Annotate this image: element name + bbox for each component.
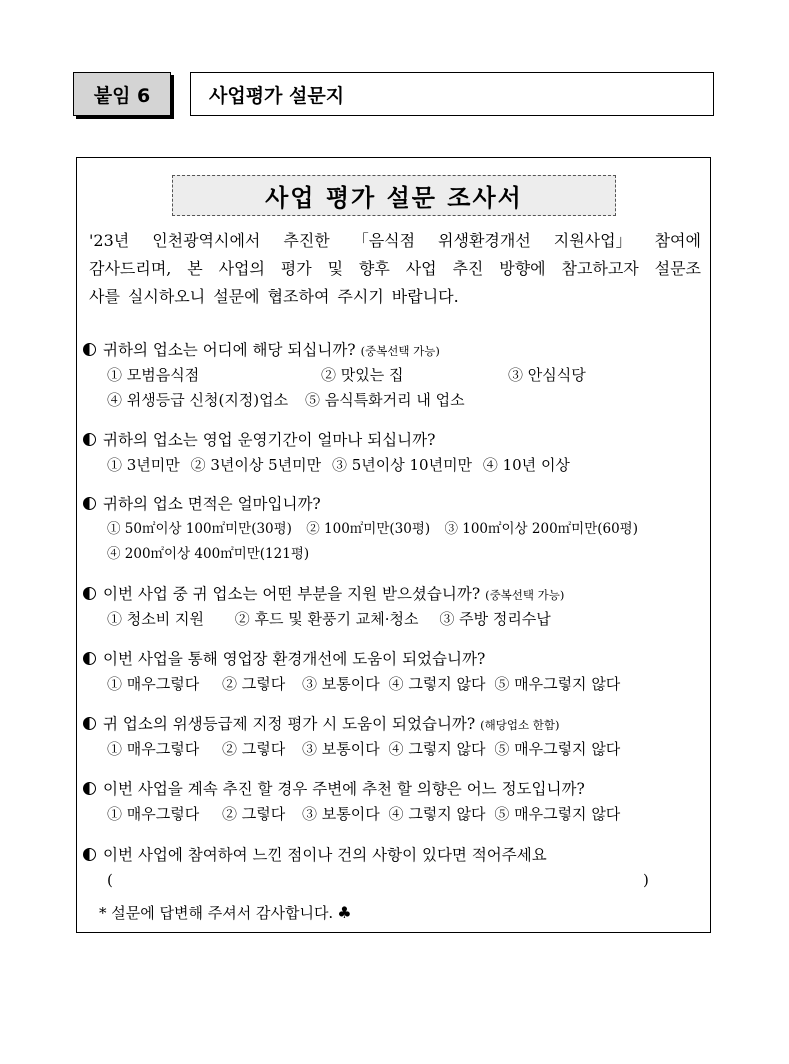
intro-word: 감사드리며, [89, 259, 172, 278]
option[interactable]: ② 그렇다 [222, 675, 286, 693]
option[interactable]: ③ 보통이다 [302, 805, 380, 823]
option[interactable]: ② 그렇다 [222, 805, 286, 823]
answer-close-paren: ) [643, 871, 649, 889]
option[interactable]: ④ 200㎡이상 400㎡미만(121평) [107, 546, 310, 562]
intro-word: 지원사업」 [553, 231, 632, 250]
question-note: (중복선택 가능) [485, 588, 565, 602]
half-circle-bullet-icon [83, 497, 96, 510]
option[interactable]: ④ 그렇지 않다 [388, 805, 486, 823]
question-1 [83, 338, 705, 413]
question-text: 귀하의 업소 면적은 얼마입니까? [103, 495, 321, 513]
option-row [83, 363, 705, 388]
intro-word: 실시하오니 [127, 287, 206, 306]
half-circle-bullet-icon [83, 717, 96, 730]
intro-word: '23년 [89, 231, 130, 250]
intro-word: 바랍니다. [391, 287, 459, 306]
option[interactable]: ⑤ 음식특화거리 내 업소 [304, 391, 465, 409]
intro-word: 평가 [280, 259, 312, 278]
option[interactable]: ③ 안심식당 [508, 366, 586, 384]
question-text: 이번 사업에 참여하여 느낀 점이나 건의 사항이 있다면 적어주세요 [103, 846, 547, 864]
intro-line [89, 255, 701, 283]
intro-word: 협조하여 [267, 287, 330, 306]
clover-icon: ♣ [337, 903, 352, 922]
half-circle-bullet-icon [83, 433, 96, 446]
intro-word: 사업의 [218, 259, 265, 278]
option[interactable]: ⑤ 매우그렇지 않다 [494, 805, 621, 823]
question-2 [83, 428, 705, 478]
option[interactable]: ② 그렇다 [222, 740, 286, 758]
closing-text: * 설문에 답변해 주셔서 감사합니다. [99, 904, 334, 922]
option[interactable]: ① 모범음식점 [107, 366, 200, 384]
intro-word: 「음식점 [352, 231, 416, 250]
attachment-label: 붙임 6 [73, 72, 171, 116]
option[interactable]: ④ 위생등급 신청(지정)업소 [107, 391, 289, 409]
option-row [83, 453, 705, 478]
intro-word: 사를 [89, 287, 120, 306]
intro-word: 주시기 [337, 287, 384, 306]
option-row [83, 802, 705, 827]
half-circle-bullet-icon [83, 848, 96, 861]
question-note: (해당업소 한함) [480, 718, 560, 732]
option-row [83, 737, 705, 762]
option[interactable]: ② 후드 및 환풍기 교체·청소 [234, 610, 419, 628]
option[interactable]: ② 100㎡미만(30평) [306, 521, 431, 537]
option[interactable]: ① 매우그렇다 [107, 740, 200, 758]
option[interactable]: ① 50㎡이상 100㎡미만(30평) [107, 521, 292, 537]
option[interactable]: ② 맛있는 집 [321, 366, 404, 384]
half-circle-bullet-icon [83, 782, 96, 795]
intro-word: 참고하고자 [561, 259, 639, 278]
intro-word: 인천광역시에서 [152, 231, 261, 250]
question-6 [83, 712, 705, 762]
answer-field[interactable] [83, 868, 705, 893]
option[interactable]: ③ 100㎡이상 200㎡미만(60평) [444, 521, 638, 537]
question-text: 귀하의 업소는 어디에 해당 되십니까? [103, 341, 356, 359]
survey-frame [76, 157, 711, 933]
intro-word: 사업 [405, 259, 437, 278]
intro-line [89, 227, 701, 255]
attachment-title: 사업평가 설문지 [190, 72, 714, 116]
question-3 [83, 492, 705, 567]
option-row [83, 672, 705, 697]
option[interactable]: ③ 보통이다 [302, 740, 380, 758]
intro-line [89, 283, 701, 311]
option[interactable]: ① 매우그렇다 [107, 675, 200, 693]
intro-word: 향후 [358, 259, 390, 278]
question-text: 귀하의 업소는 영업 운영기간이 얼마나 되십니까? [103, 431, 436, 449]
option[interactable]: ③ 5년이상 10년미만 [331, 456, 473, 474]
question-text: 귀 업소의 위생등급제 지정 평가 시 도움이 되었습니까? [103, 715, 476, 733]
half-circle-bullet-icon [83, 343, 96, 356]
intro-word: 위생환경개선 [438, 231, 531, 250]
intro-word: 참여에 [654, 231, 701, 250]
survey-intro [89, 227, 701, 311]
intro-word: 추진 [452, 259, 484, 278]
closing-message [99, 902, 352, 923]
question-5 [83, 647, 705, 697]
option-row [83, 607, 705, 632]
question-8 [83, 843, 705, 893]
option[interactable]: ② 3년이상 5년미만 [190, 456, 322, 474]
question-text: 이번 사업을 계속 추진 할 경우 주변에 추천 할 의향은 어느 정도입니까? [103, 780, 585, 798]
option-row [83, 542, 705, 567]
option[interactable]: ④ 그렇지 않다 [388, 740, 486, 758]
question-7 [83, 777, 705, 827]
option[interactable]: ③ 보통이다 [302, 675, 380, 693]
question-4 [83, 582, 705, 632]
intro-word: 본 [187, 259, 203, 278]
intro-word: 및 [327, 259, 344, 278]
question-text: 이번 사업을 통해 영업장 환경개선에 도움이 되었습니까? [103, 650, 486, 668]
option[interactable]: ⑤ 매우그렇지 않다 [494, 740, 621, 758]
question-text: 이번 사업 중 귀 업소는 어떤 부분을 지원 받으셨습니까? [103, 585, 481, 603]
intro-word: 추진한 [283, 231, 330, 250]
half-circle-bullet-icon [83, 587, 96, 600]
answer-open-paren: ( [107, 871, 113, 889]
intro-word: 설문에 [213, 287, 260, 306]
option[interactable]: ④ 10년 이상 [482, 456, 570, 474]
option[interactable]: ① 매우그렇다 [107, 805, 200, 823]
option[interactable]: ③ 주방 정리수납 [439, 610, 551, 628]
intro-word: 설문조 [654, 259, 701, 278]
option[interactable]: ④ 그렇지 않다 [388, 675, 486, 693]
option-row [83, 517, 705, 542]
survey-title: 사업 평가 설문 조사서 [172, 175, 616, 216]
question-note: (중복선택 가능) [360, 344, 440, 358]
intro-word: 방향에 [499, 259, 546, 278]
option[interactable]: ① 3년미만 [107, 456, 180, 474]
half-circle-bullet-icon [83, 652, 96, 665]
option[interactable]: ① 청소비 지원 [107, 610, 204, 628]
option[interactable]: ⑤ 매우그렇지 않다 [494, 675, 621, 693]
option-row [83, 388, 705, 413]
